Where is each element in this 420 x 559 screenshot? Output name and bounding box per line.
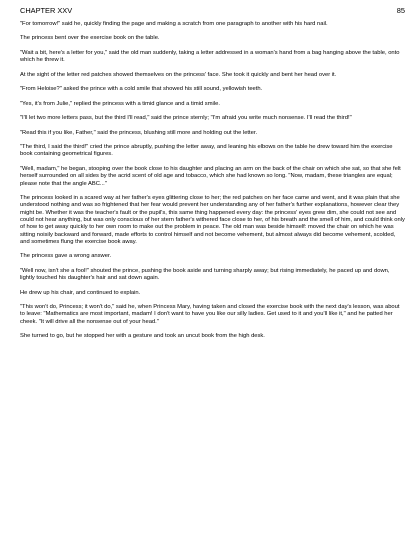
page-body [20,21,405,340]
paragraph: "For tomorrow!" said he, quickly finding the page and making a scratch from one paragraph to another with his hard nail. [20,21,328,27]
paragraph: The princess looked in a scared way at her father's eyes glittering close to her; the red patches on her face came and went, and it was plain that she understood nothing and was so frightened that her fear would prevent her understanding any of her father's further explanations, however clear they might be. Whether it was the teacher's fault or the pupil's, this same thing happened every day: the princess' eyes grew dim, she could not see and could not hear anything, but was only conscious of her stern father's withered face close to her, of his breath and the smell of him, and could think only of how to get away quickly to her own room to make out the problem in peace. The old man was beside himself: moved the chair on which he was sitting noisily backward and forward, made efforts to control himself and not become vehement, but almost always did become vehement, scolded, and sometimes flung the exercise book away. [20,195,405,245]
paragraph: The princess gave a wrong answer. [20,253,112,260]
paragraph: At the sight of the letter red patches showed themselves on the princess' face. She took it quickly and bent her head over it. [20,71,337,78]
paragraph: "The third, I said the third!" cried the prince abruptly, pushing the letter away, and leaning his elbows on the table he drew toward him the exercise book containing geometrical figures. [20,144,393,158]
paragraph: "Wait a bit, here's a letter for you," said the old man suddenly, taking a letter addressed in a woman's hand from a bag hanging above the table, onto which he threw it. [20,49,400,64]
chapter-title: CHAPTER XXV [20,6,73,15]
paragraph: "Well now, isn't she a fool!" shouted the prince, pushing the book aside and turning sharply away; but rising immediately, he paced up and down, lightly touched his daughter's hair and sat down again. [20,267,390,282]
paragraph: "Yes, it's from Julie," replied the princess with a timid glance and a timid smile. [20,100,220,107]
page-header [20,6,405,15]
document-page [20,6,405,554]
paragraph: He drew up his chair, and continued to explain. [20,289,141,296]
paragraph: "From Heloise?" asked the prince with a cold smile that showed his still sound, yellowish teeth. [20,86,263,93]
page-number: 85 [396,6,405,15]
paragraph: The princess bent over the exercise book on the table. [20,35,160,42]
paragraph: "I'll let two more letters pass, but the third I'll read," said the prince sternly; "I'm afraid you write much nonsense. I'll read the third!" [20,115,352,122]
paragraph: "Well, madam," he began, stooping over the book close to his daughter and placing an arm on the back of the chair on which she sat, so that she felt herself surrounded on all sides by the acrid scent of old age and tobacco, which she had known so long. "Now, madam, these triangles are equal; please note that the angle ABC..." [20,165,401,187]
paragraph: She turned to go, but he stopped her with a gesture and took an uncut book from the high desk. [20,333,265,340]
paragraph: "Read this if you like, Father," said the princess, blushing still more and holding out the letter. [20,129,258,136]
paragraph: "This won't do, Princess; it won't do," said he, when Princess Mary, having taken and closed the exercise book with the next day's lesson, was about to leave: "Mathematics are most important, madam! I don't want to have you like our silly ladies. Get used to it and you'll like it," and he patted her cheek. "It will drive all the nonsense out of your head." [20,304,400,325]
